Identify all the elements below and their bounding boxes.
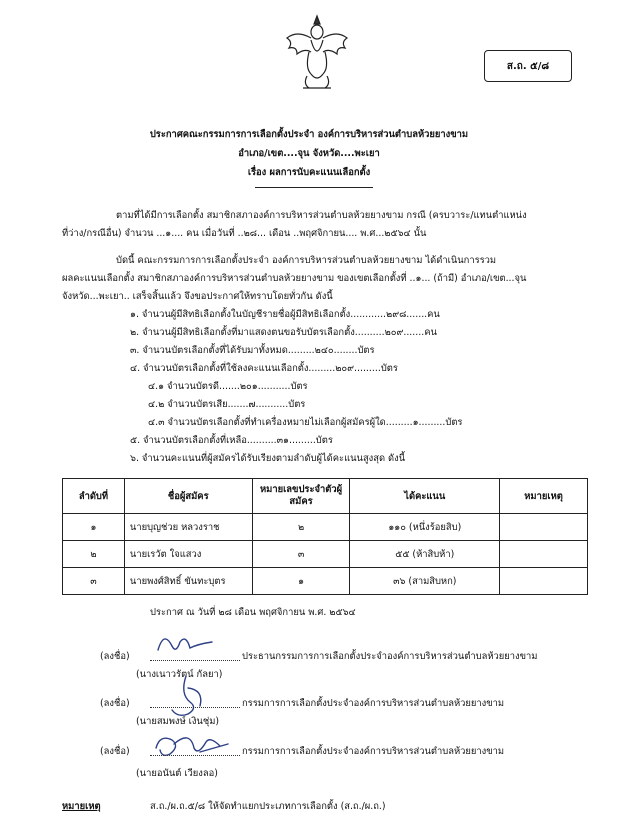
cell-number: ๓ [252,541,350,568]
form-code-box: ส.ถ. ๕/๘ [484,50,572,82]
cell-score: ๑๑๐ (หนึ่งร้อยสิบ) [350,514,500,541]
cell-rank: ๑ [63,514,125,541]
cell-name: นายพงศ์สิทธิ์ ขันทะบุตร [124,568,252,595]
results-table [62,478,588,595]
footnote-text: ส.ถ./ผ.ถ.๕/๘ ให้จัดทำแยกประเภทการเลือกตั้ง (ส.ถ./ผ.ถ.) [150,801,386,812]
sign-role-3: กรรมการการเลือกตั้งประจำองค์การบริหารส่วนตำบลห้วยยางขาม [242,746,505,757]
subitem-4-1: ๔.๑ จำนวนบัตรดี.......๒๐๑...........บัตร [148,381,308,392]
handwritten-signature-3 [150,726,234,762]
heading-line-1: ประกาศคณะกรรมการการเลือกตั้งประจำ องค์การบริหารส่วนตำบลห้วยยางขาม [149,129,469,140]
sign-prefix-1: (ลงชื่อ) [100,651,130,662]
col-header-number: หมายเลขประจำตัวผู้สมัคร [252,479,350,514]
cell-number: ๑ [252,568,350,595]
cell-name: นายบุญช่วย หลวงราช [124,514,252,541]
sign-line-3 [150,745,240,756]
cell-rank: ๒ [63,541,125,568]
item-4: ๔. จำนวนบัตรเลือกตั้งที่ใช้ลงคะแนนเลือกตั้ง.........๒๐๙.........บัตร [130,363,398,374]
footnote-label: หมายเหตุ [62,801,101,812]
item-1: ๑. จำนวนผู้มีสิทธิเลือกตั้งในบัญชีรายชื่อผู้มีสิทธิเลือกตั้ง............๒๙๘.......คน [130,309,440,320]
col-header-name: ชื่อผู้สมัคร [124,479,252,514]
subitem-4-2: ๔.๒ จำนวนบัตรเสีย.......๗...........บัตร [148,399,306,410]
sign-line-2 [150,697,240,708]
heading-divider [255,187,373,188]
sign-prefix-3: (ลงชื่อ) [100,746,130,757]
para1-line2: ที่ว่าง/กรณีอื่น) จำนวน ...๑.... คน เมื่อวันที่ ..๒๘... เดือน ..พฤศจิกายน.... พ.ศ...๒๕๖๔ นั้น [62,228,427,239]
table-header-row [63,479,588,514]
col-header-rank: ลำดับที่ [63,479,125,514]
sign-name-2: (นายสมพงษ์ เงินชุ่ม) [136,716,220,727]
garuda-emblem-icon [283,12,351,92]
table-row [63,541,588,568]
para2-line3: จังหวัด...พะเยา.. เสร็จสิ้นแล้ว จึงขอประกาศให้ทราบโดยทั่วกัน ดังนี้ [62,291,333,302]
cell-remark [500,514,588,541]
item-6: ๖. จำนวนคะแนนที่ผู้สมัครได้รับเรียงตามลำดับผู้ได้คะแนนสูงสุด ดังนี้ [130,453,406,464]
cell-score: ๓๖ (สามสิบหก) [350,568,500,595]
announce-date: ประกาศ ณ วันที่ ๒๘ เดือน พฤศจิกายน พ.ศ. ๒๕๖๔ [150,607,356,618]
subitem-4-3: ๔.๓ จำนวนบัตรเลือกตั้งที่ทำเครื่องหมายไม่เลือกผู้สมัครผู้ใด.........๑.........บัตร [148,417,463,428]
sign-prefix-2: (ลงชื่อ) [100,698,130,709]
para1-line1: ตามที่ได้มีการเลือกตั้ง สมาชิกสภาองค์การบริหารส่วนตำบลห้วยยางขาม กรณี (ครบวาระ/แทนตำแหน่ง [116,210,527,221]
sign-name-3: (นายอนันต์ เวียงลอ) [136,768,218,779]
sign-line-1 [150,650,240,661]
sign-role-1: ประธานกรรมการการเลือกตั้งประจำองค์การบริหารส่วนตำบลห้วยยางขาม [242,651,538,662]
para2-line2: ผลคะแนนเลือกตั้ง สมาชิกสภาองค์การบริหารส่วนตำบลห้วยยางขาม ของเขตเลือกตั้งที่ ..๑... (ถ้ามี) อำเภอ/เขต...จุน [62,273,527,284]
sign-name-1: (นางเนาวรัตน์ กัลยา) [136,669,223,680]
cell-number: ๒ [252,514,350,541]
table-row [63,568,588,595]
sign-role-2: กรรมการการเลือกตั้งประจำองค์การบริหารส่วนตำบลห้วยยางขาม [242,698,505,709]
item-3: ๓. จำนวนบัตรเลือกตั้งที่ได้รับมาทั้งหมด.........๒๔๐........บัตร [130,345,375,356]
cell-name: นายเรวัต ใจแสวง [124,541,252,568]
col-header-score: ได้คะแนน [350,479,500,514]
item-2: ๒. จำนวนผู้มีสิทธิเลือกตั้งที่มาแสดงตนขอรับบัตรเลือกตั้ง..........๒๐๙.......คน [130,327,437,338]
handwritten-signature-2 [160,672,220,720]
cell-remark [500,541,588,568]
cell-score: ๕๕ (ห้าสิบห้า) [350,541,500,568]
cell-remark [500,568,588,595]
item-5: ๕. จำนวนบัตรเลือกตั้งที่เหลือ..........๓๑.........บัตร [130,435,333,446]
table-row [63,514,588,541]
para2-line1: บัดนี้ คณะกรรมการการเลือกตั้งประจำ องค์การบริหารส่วนตำบลห้วยยางขาม ได้ดำเนินการรวม [116,255,497,266]
col-header-remark: หมายเหตุ [500,479,588,514]
heading-line-2: อำเภอ/เขต....จุน จังหวัด....พะเยา [238,148,380,159]
cell-rank: ๓ [63,568,125,595]
heading-line-3: เรื่อง ผลการนับคะแนนเลือกตั้ง [247,167,371,178]
